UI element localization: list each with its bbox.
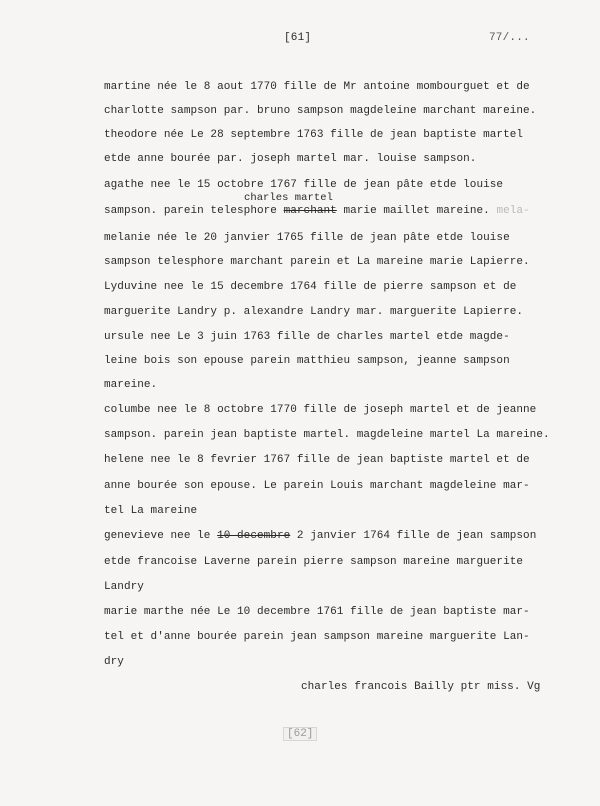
text-line: Landry bbox=[104, 581, 144, 593]
text-line: columbe nee le 8 octobre 1770 fille de joseph martel et de jeanne bbox=[104, 404, 537, 416]
text-segment: marie maillet mareine. bbox=[343, 205, 490, 217]
struck-word: marchant bbox=[283, 205, 337, 217]
signature: charles francois Bailly ptr miss. Vg bbox=[301, 681, 541, 693]
text-line: anne bourée son epouse. Le parein Louis marchant magdeleine mar- bbox=[104, 480, 530, 492]
text-line: tel et d'anne bourée parein jean sampson mareine marguerite Lan- bbox=[104, 631, 530, 643]
text-line: theodore née Le 28 septembre 1763 fille de jean baptiste martel bbox=[104, 129, 524, 141]
text-line: Lyduvine nee le 15 decembre 1764 fille de pierre sampson et de bbox=[104, 281, 517, 293]
page-number: [61] bbox=[284, 32, 312, 44]
text-line: mareine. bbox=[104, 379, 158, 391]
text-line: tel La mareine bbox=[104, 505, 198, 517]
text-line: leine bois son epouse parein matthieu sampson, jeanne sampson bbox=[104, 355, 510, 367]
text-line: helene nee le 8 fevrier 1767 fille de jean baptiste martel et de bbox=[104, 454, 530, 466]
text-line: etde francoise Laverne parein pierre sampson mareine marguerite bbox=[104, 556, 524, 568]
text-segment: 2 janvier 1764 fille de jean sampson bbox=[296, 530, 537, 542]
struck-date: 10 decembre bbox=[217, 530, 291, 542]
text-segment: genevieve nee le bbox=[104, 530, 211, 542]
text-line bbox=[104, 205, 530, 217]
text-line: sampson telesphore marchant parein et La mareine marie Lapierre. bbox=[104, 256, 530, 268]
text-line: marguerite Landry p. alexandre Landry mar. marguerite Lapierre. bbox=[104, 306, 524, 318]
text-line: agathe nee le 15 octobre 1767 fille de jean pâte etde louise bbox=[104, 179, 504, 191]
text-line: martine née le 8 aout 1770 fille de Mr antoine mombourguet et de bbox=[104, 81, 530, 93]
text-line: marie marthe née Le 10 decembre 1761 fille de jean baptiste mar- bbox=[104, 606, 530, 618]
text-line: charlotte sampson par. bruno sampson magdeleine marchant mareine. bbox=[104, 105, 537, 117]
interlinear-insertion: charles martel bbox=[244, 192, 333, 204]
text-line: sampson. parein jean baptiste martel. magdeleine martel La mareine. bbox=[104, 429, 550, 441]
faded-word: mela- bbox=[496, 205, 530, 217]
text-line: dry bbox=[104, 656, 124, 668]
reference-number: 77/... bbox=[489, 32, 530, 44]
footer-page-number: [62] bbox=[283, 727, 317, 741]
text-line: ursule nee Le 3 juin 1763 fille de charles martel etde magde- bbox=[104, 331, 510, 343]
text-segment: sampson. parein telesphore bbox=[104, 205, 277, 217]
text-line: melanie née le 20 janvier 1765 fille de jean pâte etde louise bbox=[104, 232, 510, 244]
text-line bbox=[104, 530, 536, 542]
text-line: etde anne bourée par. joseph martel mar. louise sampson. bbox=[104, 153, 477, 165]
